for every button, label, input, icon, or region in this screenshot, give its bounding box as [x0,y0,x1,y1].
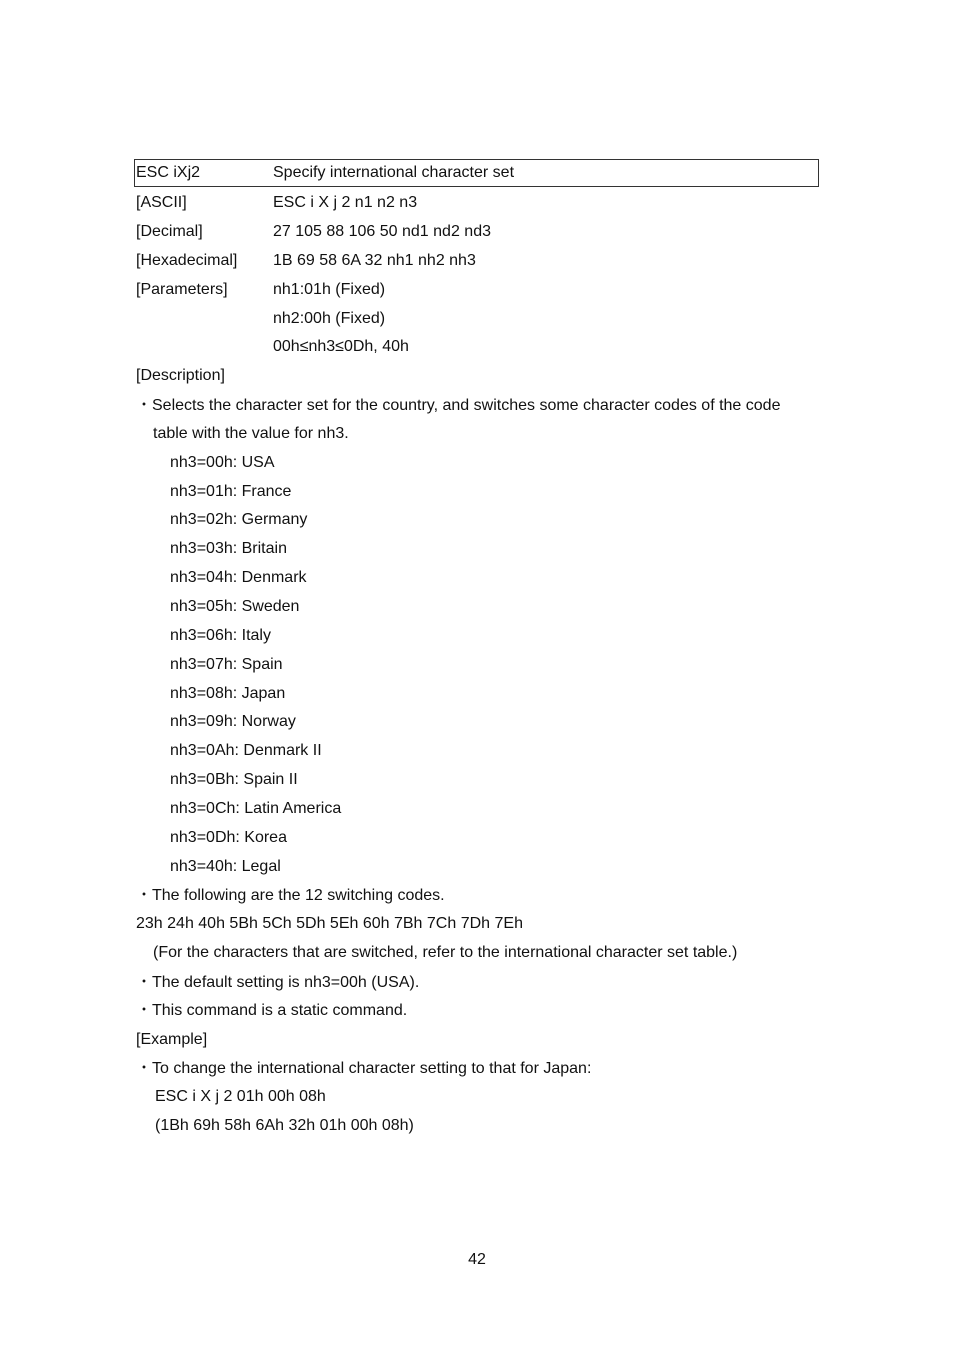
country-item: nh3=00h: USA [170,454,275,471]
switching-note: (For the characters that are switched, refer to the international character set table.) [153,944,738,961]
page-number: 42 [468,1251,486,1268]
switching-intro: ・The following are the 12 switching codes. [136,887,445,904]
example-heading: [Example] [136,1031,208,1048]
country-item: nh3=0Bh: Spain II [170,771,298,788]
country-item: nh3=09h: Norway [170,713,296,730]
country-item: nh3=05h: Sweden [170,598,300,615]
switching-codes: 23h 24h 40h 5Bh 5Ch 5Dh 5Eh 60h 7Bh 7Ch 7Dh 7Eh [136,915,523,932]
country-item: nh3=01h: France [170,483,292,500]
country-item: nh3=07h: Spain [170,656,283,673]
hexadecimal-label: [Hexadecimal] [136,252,238,269]
default-setting: ・The default setting is nh3=00h (USA). [136,974,420,991]
command-name: ESC iXj2 [136,164,201,181]
parameter-nh2: nh2:00h (Fixed) [273,310,386,327]
parameter-nh1: nh1:01h (Fixed) [273,281,386,298]
country-item: nh3=06h: Italy [170,627,271,644]
command-title: Specify international character set [273,164,515,181]
country-item: nh3=02h: Germany [170,511,308,528]
static-command-note: ・This command is a static command. [136,1002,408,1019]
country-item: nh3=0Ch: Latin America [170,800,342,817]
example-command: ESC i X j 2 01h 00h 08h [155,1088,326,1105]
country-item: nh3=08h: Japan [170,685,286,702]
parameter-nh3-range: 00h≤nh3≤0Dh, 40h [273,338,409,355]
description-bullet: ・Selects the character set for the country, and switches some character codes of the code [136,397,781,414]
country-item: nh3=0Ah: Denmark II [170,742,322,759]
hexadecimal-value: 1B 69 58 6A 32 nh1 nh2 nh3 [273,252,476,269]
decimal-value: 27 105 88 106 50 nd1 nd2 nd3 [273,223,491,240]
example-hex: (1Bh 69h 58h 6Ah 32h 01h 00h 08h) [155,1117,414,1134]
description-heading: [Description] [136,367,225,384]
country-item: nh3=03h: Britain [170,540,287,557]
country-item: nh3=0Dh: Korea [170,829,287,846]
decimal-label: [Decimal] [136,223,203,240]
description-bullet-continuation: table with the value for nh3. [153,425,349,442]
parameters-label: [Parameters] [136,281,228,298]
country-item: nh3=04h: Denmark [170,569,307,586]
country-item: nh3=40h: Legal [170,858,281,875]
ascii-value: ESC i X j 2 n1 n2 n3 [273,194,418,211]
ascii-label: [ASCII] [136,194,187,211]
example-bullet: ・To change the international character setting to that for Japan: [136,1060,592,1077]
